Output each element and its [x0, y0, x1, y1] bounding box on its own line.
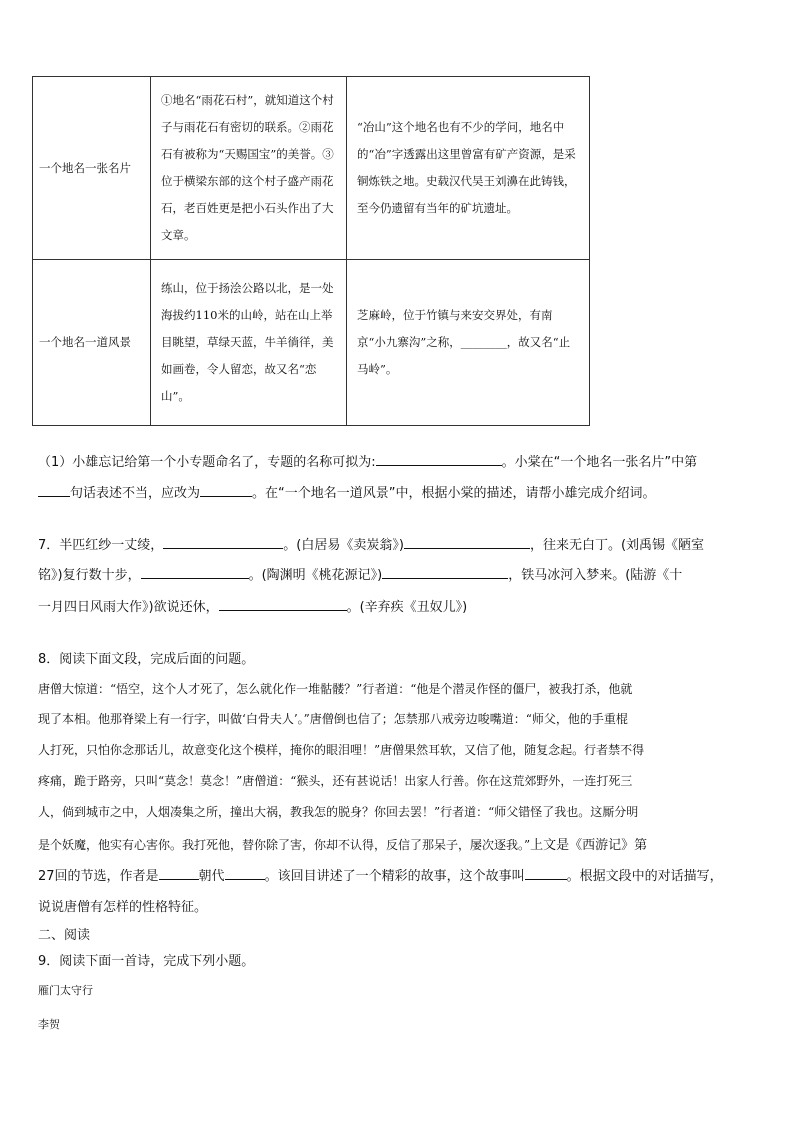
q8-passage-last-line [38, 834, 647, 853]
table-row [33, 77, 590, 260]
poem-author: 李贺 [38, 1018, 60, 1031]
q7-text: 铭》)复行数十步， [38, 568, 141, 583]
answer-blank[interactable] [219, 596, 347, 611]
answer-blank[interactable] [141, 564, 249, 579]
topic-cell: 一个地名一张名片 [33, 77, 151, 260]
left-text-cell: ①地名“雨花石村”，就知道这个村子与雨花石有密切的联系。②雨花石有被称为“天赐国宝”的美誉。③位于横梁东部的这个村子盛产雨花石，老百姓更是把小石头作出了大文章。 [151, 77, 347, 260]
answer-blank[interactable] [404, 534, 530, 549]
q6-text: （1）小雄忘记给第一个小专题命名了，专题的名称可拟为: [38, 455, 376, 470]
place-name-table [32, 76, 590, 426]
q8-text: 。该回目讲述了一个精彩的故事，这个故事叫 [264, 869, 525, 884]
q8-title: 8．阅读下面文段，完成后面的问题。 [38, 652, 255, 667]
answer-blank[interactable] [376, 451, 502, 466]
answer-blank[interactable] [200, 482, 252, 497]
q8-text: 27回的节选，作者是 [38, 869, 159, 884]
q7-line-3 [38, 596, 467, 615]
q7-text: ，往来无白丁。(刘禹锡《陋室 [529, 538, 705, 553]
q6-text: 。小棠在“一个地名一张名片”中第 [501, 455, 698, 470]
answer-blank[interactable] [525, 865, 567, 880]
table-row [33, 260, 590, 426]
q8-question-line-2: 说说唐僧有怎样的性格特征。 [38, 900, 208, 915]
q7-text: 7．半匹红纱一丈绫， [38, 538, 164, 553]
q8-passage-line: 人打死，只怕你念那话儿，故意变化这个模样，掩你的眼泪哩！”唐僧果然耳软，又信了他，随复念起。行者禁不得 [38, 743, 645, 757]
q9-title: 9．阅读下面一首诗，完成下列小题。 [38, 954, 255, 969]
q8-question-line [38, 865, 723, 884]
q7-text: ，铁马冰河入梦来。(陆游《十 [508, 568, 683, 583]
topic-cell: 一个地名一道风景 [33, 260, 151, 426]
q8-text: 。根据文段中的对话描写， [566, 869, 723, 884]
q8-text: 朝代 [198, 869, 225, 884]
q7-line-1 [38, 534, 704, 553]
q6-text: 句话表述不当，应改为 [70, 486, 201, 501]
q6-line-2 [38, 482, 656, 501]
q7-text: 一月四日风雨大作》)欲说还休， [38, 600, 219, 615]
right-text-cell: “冶山”这个地名也有不少的学问，地名中的“冶”字透露出这里曾富有矿产资源，是采铜炼铁之地。史载汉代吴王刘濞在此铸钱，至今仍遗留有当年的矿坑遗址。 [347, 77, 590, 260]
q8-passage-line: 现了本相。他那脊梁上有一行字，叫做‘白骨夫人’。”唐僧倒也信了；怎禁那八戒旁边唆嘴道：“师父，他的手重棍 [38, 712, 628, 726]
q6-line-1 [38, 451, 697, 470]
q7-line-2 [38, 564, 682, 583]
answer-blank[interactable] [38, 482, 70, 497]
answer-blank[interactable] [225, 865, 265, 880]
q7-text: 。(辛弃疾《丑奴儿》) [346, 600, 468, 615]
answer-blank[interactable] [159, 865, 199, 880]
q8-passage-text: 是个妖魔，他实有心害你。我打死他，替你除了害，你却不认得，反信了那呆子，屡次逐我。” [38, 838, 531, 852]
q7-text: 。(陶渊明《桃花源记》) [248, 568, 383, 583]
left-text-cell: 练山，位于扬浍公路以北，是一处海拔约110米的山岭，站在山上举目眺望，草绿天蓝，牛羊徜徉，美如画卷，令人留恋，故又名“恋山”。 [151, 260, 347, 426]
section-heading: 二、阅读 [38, 928, 91, 943]
q8-passage-line: 疼痛，跪于路旁，只叫“莫念！莫念！”唐僧道：“猴头，还有甚说话！出家人行善。你在这荒郊野外，一连打死三 [38, 774, 633, 788]
right-text-cell: 芝麻岭，位于竹镇与来安交界处，有南京“小九寨沟”之称，________，故又名“止马岭”。 [347, 260, 590, 426]
q8-passage-line: 人，倘到城市之中，人烟凑集之所，撞出大祸，教我怎的脱身？你回去罢！”行者道：“师父错怪了我也。这厮分明 [38, 805, 639, 819]
q7-text: 。(白居易《卖炭翁》) [283, 538, 404, 553]
q8-passage-line: 唐僧大惊道：“悟空，这个人才死了，怎么就化作一堆骷髅？”行者道：“他是个潜灵作怪的僵尸，被我打杀，他就 [38, 682, 633, 696]
poem-title: 雁门太守行 [38, 984, 93, 997]
q6-text: 。在“一个地名一道风景”中，根据小棠的描述，请帮小雄完成介绍词。 [252, 486, 656, 501]
answer-blank[interactable] [382, 564, 508, 579]
q8-text: 上文是《西游记》第 [530, 838, 648, 853]
answer-blank[interactable] [163, 534, 283, 549]
